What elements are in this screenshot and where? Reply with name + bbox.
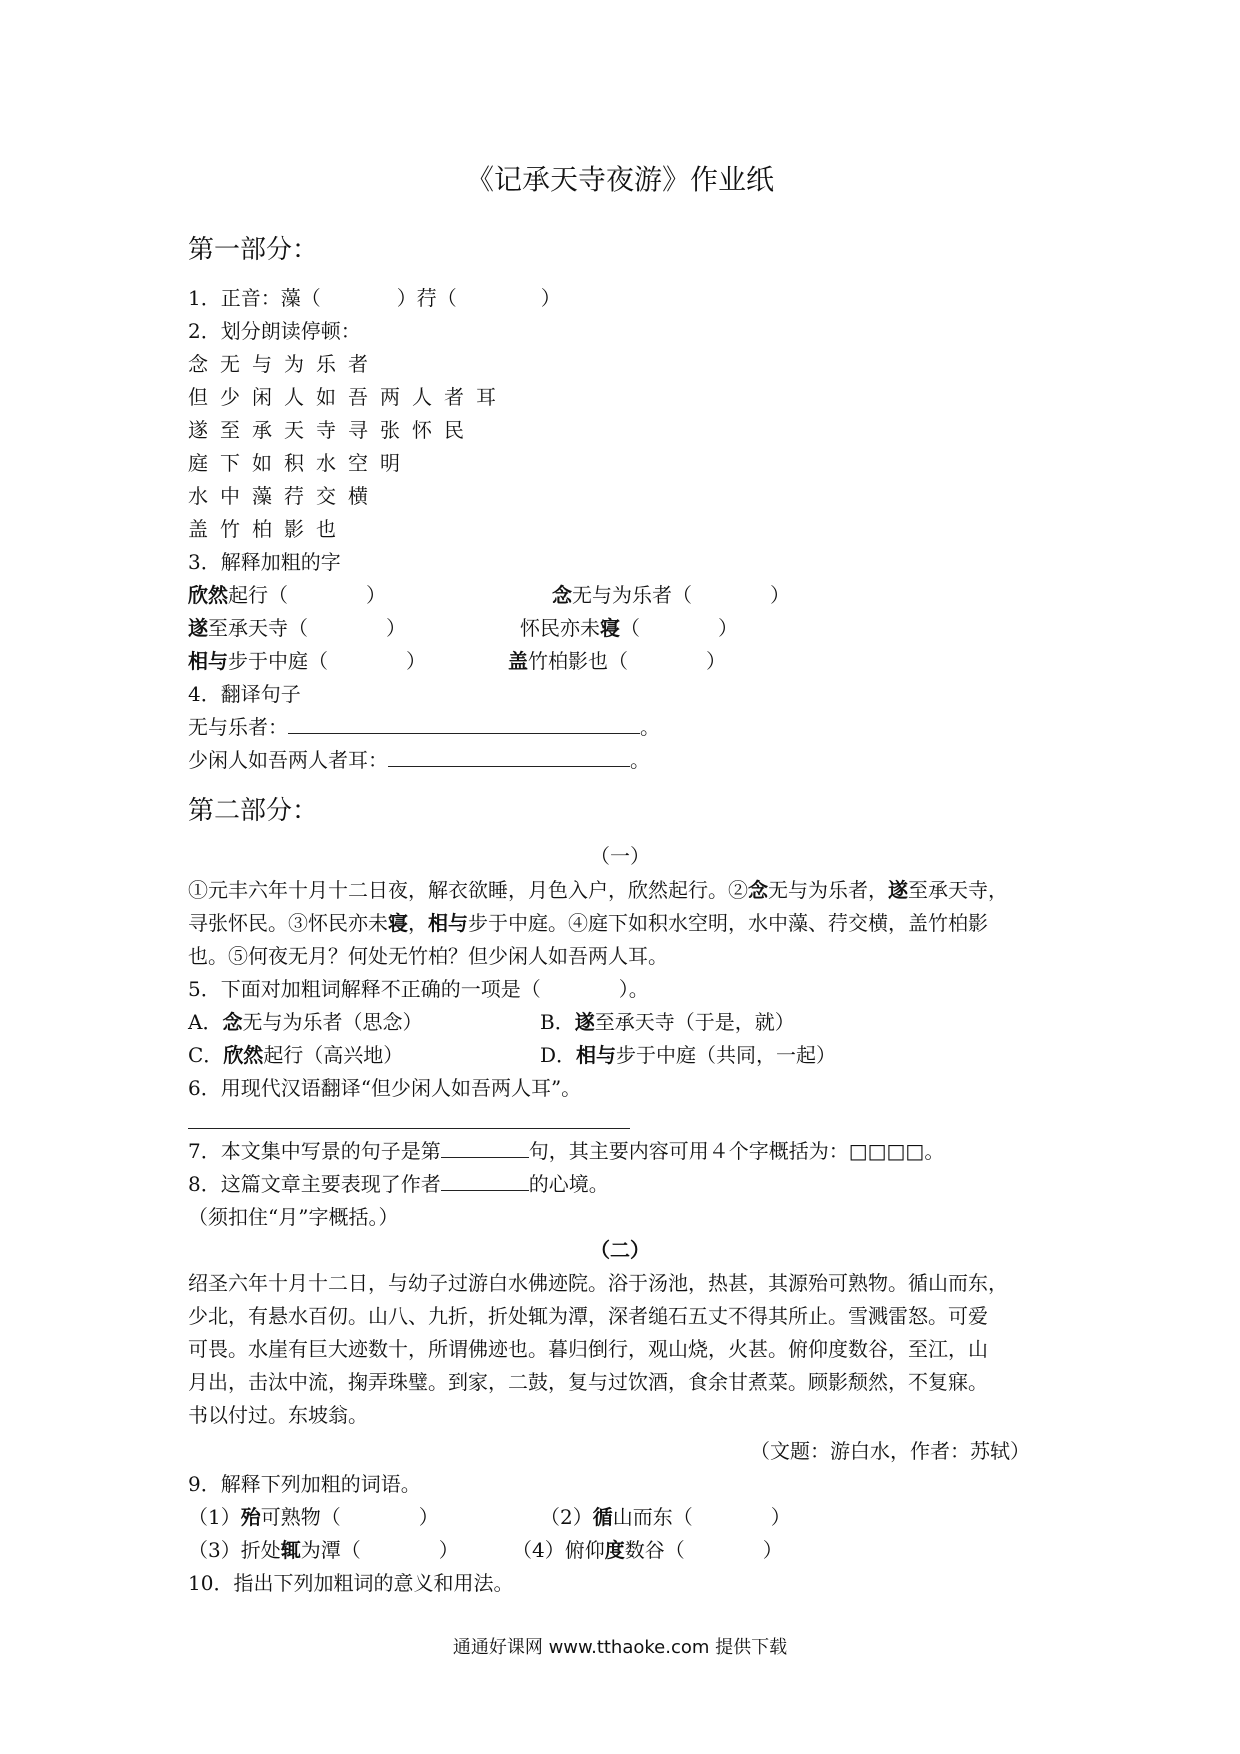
q3-item: 盖竹柏影也（ ） [508, 649, 726, 673]
bold-word: 寝 [388, 911, 408, 935]
q2-line: 水中藻荇交横 [188, 484, 380, 508]
passage-1-line: ①元丰六年十月十二日夜，解衣欲睡，月色入户，欣然起行。②念无与为乐者，遂至承天寺， [188, 878, 1008, 902]
passage-2-line: 绍圣六年十月十二日，与幼子过游白水佛迹院。浴于汤池，热甚，其源殆可熟物。循山而东， [188, 1271, 1008, 1295]
passage-1-line: 寻张怀民。③怀民亦未寝，相与步于中庭。④庭下如积水空明，水中藻、荇交横，盖竹柏影 [188, 911, 988, 935]
passage-2-line: 书以付过。东坡翁。 [188, 1403, 368, 1427]
q3-item: 遂至承天寺（ ） [188, 616, 406, 640]
q3-item: 相与步于中庭（ ） [188, 649, 426, 673]
q5-option-b: B．遂至承天寺（于是，就） [540, 1010, 795, 1034]
q4-sentence-2: 少闲人如吾两人者耳： 。 [188, 748, 650, 772]
q2-label: 2．划分朗读停顿： [188, 319, 361, 343]
part1-heading: 第一部分： [188, 235, 319, 265]
q5-label: 5．下面对加粗词解释不正确的一项是（ ）。 [188, 977, 649, 1001]
passage-2-line: 少北，有悬水百仞。山八、九折，折处辄为潭，深者缒石五丈不得其所止。雪溅雷怒。可爱 [188, 1304, 988, 1328]
bold-word: 相与 [428, 911, 468, 935]
passage-2-line: 可畏。水崖有巨大迹数十，所谓佛迹也。暮归倒行，观山烧，火甚。俯仰度数谷，至江，山 [188, 1337, 988, 1361]
answer-line[interactable] [188, 1128, 630, 1129]
footer-credit: 通通好课网 www.tthaoke.com 提供下载 [452, 1637, 788, 1658]
answer-blank[interactable] [441, 1137, 529, 1158]
q3-item: 念无与为乐者（ ） [552, 583, 790, 607]
q5-option-d: D．相与步于中庭（共同，一起） [540, 1043, 837, 1067]
q8-note: （须扣住“月”字概括。） [188, 1205, 399, 1229]
q6: 6．用现代汉语翻译“但少闲人如吾两人耳”。 [188, 1076, 582, 1100]
answer-blank[interactable] [388, 746, 630, 767]
q3-label: 3．解释加粗的字 [188, 550, 341, 574]
q5-option-c: C．欣然起行（高兴地） [188, 1043, 404, 1067]
section-2-label: （二） [590, 1238, 650, 1262]
q4-sentence-1: 无与乐者： 。 [188, 715, 660, 739]
q7: 7．本文集中写景的句子是第 句，其主要内容可用４个字概括为：□□□□。 [188, 1139, 945, 1163]
bold-word: 念 [748, 878, 768, 902]
q3-item: 欣然起行（ ） [188, 583, 386, 607]
passage-2-line: 月出，击汰中流，掬弄珠璧。到家，二鼓，复与过饮酒，食余甘煮菜。顾影颓然，不复寐。 [188, 1370, 988, 1394]
q10: 10．指出下列加粗词的意义和用法。 [188, 1571, 514, 1595]
q9-item: （4）俯仰度数谷（ ） [512, 1538, 783, 1562]
q9-item: （1）殆可熟物（ ） [188, 1505, 439, 1529]
q4-label: 4．翻译句子 [188, 682, 301, 706]
q9-item: （2）循山而东（ ） [540, 1505, 791, 1529]
q2-line: 庭下如积水空明 [188, 451, 412, 475]
q2-line: 遂至承天寺寻张怀民 [188, 418, 476, 442]
q1: 1．正音：藻（ ）荇（ ） [188, 286, 561, 310]
passage-1-line: 也。⑤何夜无月？何处无竹柏？但少闲人如吾两人耳。 [188, 944, 668, 968]
page-title: 《记承天寺夜游》作业纸 [465, 163, 774, 196]
q5-option-a: A．念无与为乐者（思念） [188, 1010, 423, 1034]
q9-item: （3）折处辄为潭（ ） [188, 1538, 459, 1562]
part2-heading: 第二部分： [188, 796, 319, 826]
q8: 8．这篇文章主要表现了作者 的心境。 [188, 1172, 609, 1196]
q2-line: 念无与为乐者 [188, 352, 380, 376]
answer-blank[interactable] [441, 1170, 529, 1191]
q3-item: 怀民亦未寝（ ） [520, 616, 738, 640]
q2-line: 盖竹柏影也 [188, 517, 348, 541]
q9-label: 9．解释下列加粗的词语。 [188, 1472, 421, 1496]
answer-blank[interactable] [288, 713, 640, 734]
passage-2-source: （文题：游白水，作者：苏轼） [750, 1439, 1030, 1463]
q2-line: 但少闲人如吾两人者耳 [188, 385, 508, 409]
bold-word: 遂 [888, 878, 908, 902]
section-1-label: （一） [590, 844, 650, 868]
